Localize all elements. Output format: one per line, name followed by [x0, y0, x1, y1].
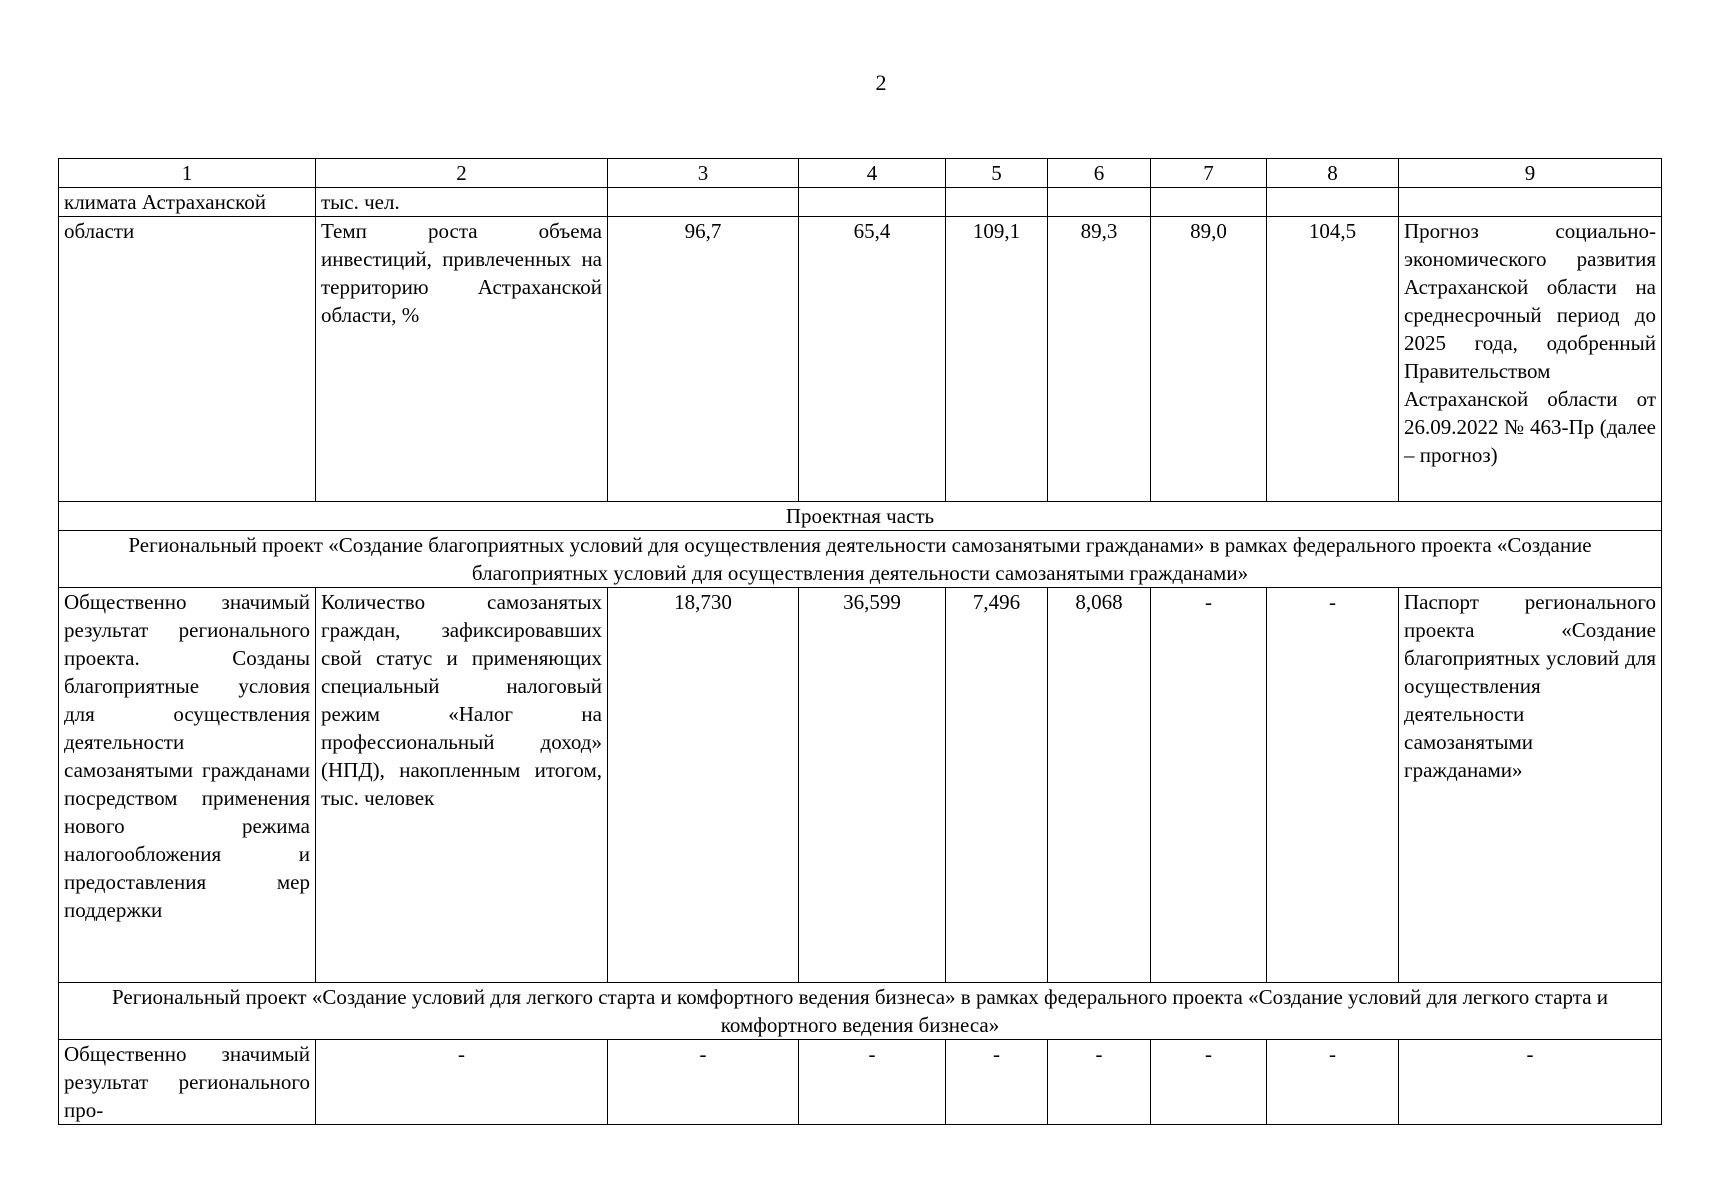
row-business-col-8: -	[1267, 1040, 1399, 1125]
row-business-col-2: -	[316, 1040, 608, 1125]
row-unit-col-1: климата Астраханской	[59, 188, 316, 217]
header-col-9: 9	[1399, 159, 1662, 188]
row-investment-col-7: 89,0	[1151, 217, 1267, 502]
row-investment-source: Прогноз социально-экономического развития Астраханской области на среднесрочный период до 2025 года, одобренный Правительством Астраханской области от 26.09.2022 № 463-Пр (далее – прогноз)	[1399, 217, 1662, 502]
indicators-table	[58, 158, 1662, 1125]
header-col-2: 2	[316, 159, 608, 188]
row-business-result: Общественно значимый результат регионального про-	[59, 1040, 316, 1125]
row-business-col-7: -	[1151, 1040, 1267, 1125]
row-selfemployed-col-4: 36,599	[799, 588, 946, 983]
table-row	[59, 1040, 1662, 1125]
row-selfemployed-source: Паспорт регионального проекта «Создание благоприятных условий для осуществления деятельности самозанятыми гражданами»	[1399, 588, 1662, 983]
row-selfemployed-col-5: 7,496	[946, 588, 1048, 983]
header-col-3: 3	[608, 159, 799, 188]
empty-cell	[946, 188, 1048, 217]
row-investment-col-5: 109,1	[946, 217, 1048, 502]
empty-cell	[1399, 188, 1662, 217]
row-investment-col-1: области	[59, 217, 316, 502]
row-unit-col-2: тыс. чел.	[316, 188, 608, 217]
row-selfemployed-result: Общественно значимый результат регионального проекта. Созданы благоприятные условия для осуществления деятельности самозанятыми гражданами посредством применения нового режима налогообложения и предоставления мер поддержки	[59, 588, 316, 983]
header-col-6: 6	[1048, 159, 1151, 188]
empty-cell	[608, 188, 799, 217]
table-row	[59, 217, 1662, 502]
row-investment-col-8: 104,5	[1267, 217, 1399, 502]
header-col-1: 1	[59, 159, 316, 188]
section-row	[59, 531, 1662, 588]
section-selfemployed-project: Региональный проект «Создание благоприятных условий для осуществления деятельности самозанятыми гражданами» в рамках федерального проекта «Создание благоприятных условий для осуществления деятельности самозанятыми гражданами»	[59, 531, 1662, 588]
header-col-4: 4	[799, 159, 946, 188]
row-selfemployed-col-3: 18,730	[608, 588, 799, 983]
row-investment-col-4: 65,4	[799, 217, 946, 502]
row-business-col-5: -	[946, 1040, 1048, 1125]
empty-cell	[1267, 188, 1399, 217]
empty-cell	[1048, 188, 1151, 217]
row-investment-col-3: 96,7	[608, 217, 799, 502]
row-selfemployed-col-6: 8,068	[1048, 588, 1151, 983]
header-col-8: 8	[1267, 159, 1399, 188]
section-row	[59, 502, 1662, 531]
section-row	[59, 983, 1662, 1040]
row-selfemployed-col-7: -	[1151, 588, 1267, 983]
row-business-col-6: -	[1048, 1040, 1151, 1125]
table-header-row	[59, 159, 1662, 188]
table-row	[59, 188, 1662, 217]
row-selfemployed-indicator: Количество самозанятых граждан, зафиксировавших свой статус и применяющих специальный налоговый режим «Налог на профессиональный доход» (НПД), накопленным итогом, тыс. человек	[316, 588, 608, 983]
row-selfemployed-col-8: -	[1267, 588, 1399, 983]
empty-cell	[1151, 188, 1267, 217]
page-number: 2	[875, 70, 887, 95]
empty-cell	[799, 188, 946, 217]
header-col-7: 7	[1151, 159, 1267, 188]
row-investment-indicator: Темп роста объема инвестиций, привлеченных на территорию Астраханской области, %	[316, 217, 608, 502]
row-business-col-4: -	[799, 1040, 946, 1125]
header-col-5: 5	[946, 159, 1048, 188]
table-row	[59, 588, 1662, 983]
row-investment-col-6: 89,3	[1048, 217, 1151, 502]
section-business-project: Региональный проект «Создание условий для легкого старта и комфортного ведения бизнеса» в рамках федерального проекта «Создание условий для легкого старта и комфортного ведения бизнеса»	[59, 983, 1662, 1040]
row-business-col-3: -	[608, 1040, 799, 1125]
section-project-part: Проектная часть	[59, 502, 1662, 531]
row-business-col-9: -	[1399, 1040, 1662, 1125]
